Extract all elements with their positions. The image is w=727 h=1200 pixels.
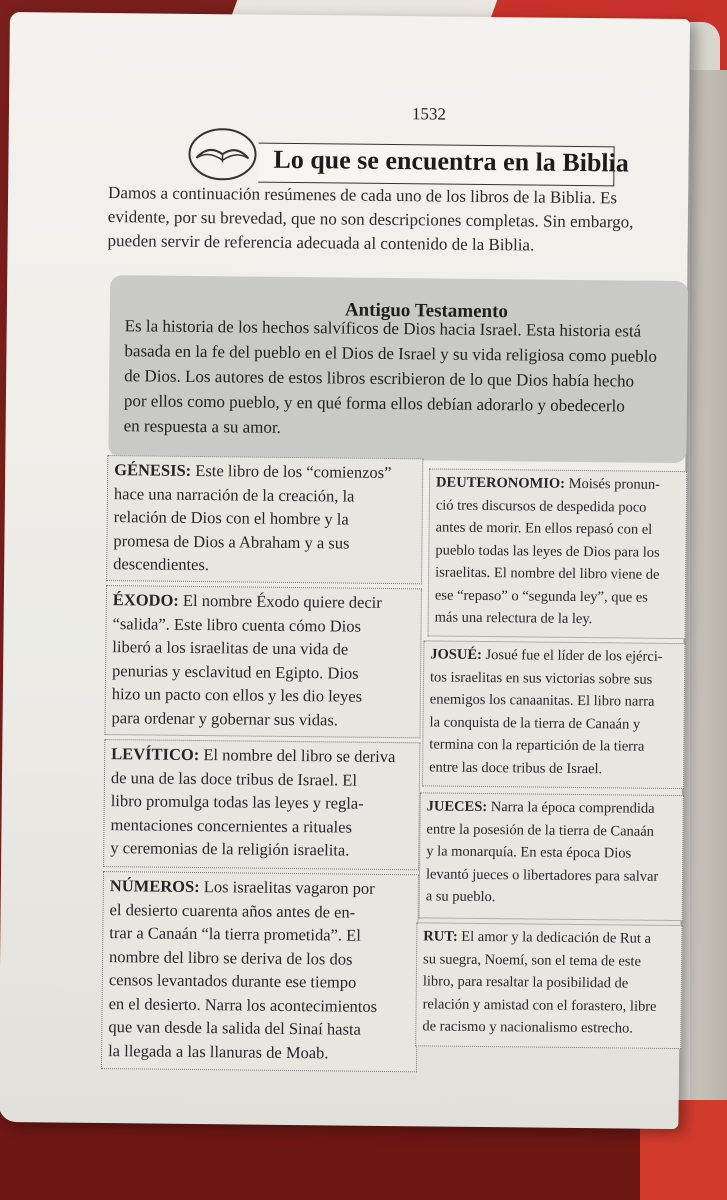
book-text: ese “repaso” o “segunda ley”, que es [434, 586, 648, 606]
book-text: que van desde la salida del Sinaí hasta [108, 1017, 361, 1039]
book-levitico [103, 739, 420, 870]
book-text: en el desierto. Narra los acontecimientos [108, 993, 378, 1016]
book-text: hace una narración de la creación, la [113, 483, 355, 506]
book-text: “salida”. Este libro cuenta cómo Dios [112, 613, 362, 636]
book-text: mentaciones concernientes a rituales [110, 814, 353, 837]
book-text: más una relectura de la ley. [434, 609, 593, 628]
intro-line: Damos a continuación resúmenes de cada uno de los libros de la Biblia. Es [108, 183, 618, 208]
book-text: El amor y la dedicación de Rut a [461, 928, 652, 947]
book-text: la conquista de la tierra de Canaán y [429, 713, 641, 733]
book-text: de una de las doce tribus de Israel. El [110, 767, 358, 790]
book-text: Josué fue el líder de los ejérci- [485, 647, 663, 665]
book-page [0, 12, 690, 1129]
book-name: LEVÍTICO: [111, 744, 200, 765]
book-text: enemigos los canaanitas. El libro narra [429, 691, 655, 710]
book-text: y ceremonias de la religión israelita. [110, 838, 350, 860]
book-text: relación y amistad con el forastero, libre [422, 995, 657, 1015]
book-rut [415, 922, 682, 1049]
book-text: pueblo todas las leyes de Dios para los [435, 541, 660, 561]
book-text: trar a Canaán “la tierra prometida”. El [109, 923, 361, 945]
book-name: GÉNESIS: [114, 460, 192, 480]
book-text: a su pueblo. [425, 888, 496, 906]
ot-line: basada en la fe del pueblo en el Dios de Israel y su vida religiosa como pueblo [124, 341, 658, 366]
book-text: su suegra, Noemí, son el tema de este [423, 950, 642, 970]
book-text: hizo un pacto con ellos y les dio leyes [111, 684, 363, 706]
page-title: Lo que se encuentra en la Biblia [273, 144, 629, 178]
book-text: nombre del libro se deriva de los dos [109, 946, 353, 969]
book-text: la llegada a las llanuras de Moab. [108, 1040, 329, 1062]
book-name: JUECES: [426, 798, 488, 816]
book-text: El nombre del libro se deriva [203, 745, 396, 767]
book-text: descendientes. [113, 554, 210, 575]
intro-paragraph [107, 181, 696, 259]
book-exodo [104, 585, 422, 738]
book-text: y la monarquía. En esta época Dios [426, 843, 632, 862]
book-text: promesa de Dios a Abraham y a sus [113, 530, 350, 553]
book-text: entre la posesión de la tierra de Canaán [426, 820, 655, 840]
book-name: ÉXODO: [112, 590, 179, 610]
book-name: DEUTERONOMIO: [436, 474, 566, 492]
page-number: 1532 [411, 104, 447, 124]
book-text: El nombre Éxodo quiere decir [182, 590, 382, 612]
book-text: liberó a los israelitas de una vida de [112, 637, 349, 659]
book-text: libro, para resaltar la posibilidad de [422, 973, 629, 992]
intro-line: pueden servir de referencia adecuada al contenido de la Biblia. [107, 231, 535, 255]
old-testament-description [124, 313, 685, 444]
book-text: el desierto cuarenta años antes de en- [109, 899, 356, 922]
book-name: NÚMEROS: [109, 876, 200, 897]
ot-line: en respuesta a su amor. [123, 416, 281, 437]
book-deuteronomio [427, 468, 687, 639]
book-genesis [106, 455, 423, 584]
book-text: levantó jueces o libertadores para salvar [425, 865, 659, 885]
open-bible-icon [186, 126, 259, 183]
book-text: Narra la época comprendida [490, 799, 655, 817]
book-numeros [101, 871, 419, 1072]
book-text: Este libro de los “comienzos” [195, 460, 392, 483]
book-name: RUT: [423, 928, 458, 945]
book-text: libro promulga todas las leyes y regla- [110, 791, 364, 813]
book-text: entre las doce tribus de Israel. [429, 758, 603, 777]
book-text: israelitas. El nombre del libro viene de [435, 564, 660, 583]
book-josue [422, 640, 686, 789]
ot-line: por ellos como pueblo, y en qué forma ellos debían adorarlo y obedecerlo [123, 391, 625, 416]
ot-line: de Dios. Los autores de estos libros escribieron de lo que Dios había hecho [124, 366, 635, 391]
intro-line: evidente, por su brevedad, que no son descripciones completas. Sin embargo, [107, 207, 634, 232]
book-text: termina con la repartición de la tierra [429, 736, 645, 755]
book-text: Los israelitas vagaron por [203, 877, 375, 898]
book-text: relación de Dios con el hombre y la [113, 507, 349, 529]
book-text: para ordenar y gobernar sus vidas. [111, 707, 339, 729]
book-text: ció tres discursos de despedida poco [435, 496, 647, 516]
book-name: JOSUÉ: [430, 646, 482, 663]
book-text: penurias y esclavitud en Egipto. Dios [112, 660, 359, 683]
book-text: tos israelitas en sus victorias sobre sus [429, 668, 653, 688]
book-text: censos levantados durante ese tiempo [108, 970, 357, 992]
ot-line: Es la historia de los hechos salvíficos de Dios hacia Israel. Esta historia está [124, 316, 642, 341]
book-text: Moisés pronun- [568, 475, 661, 493]
old-testament-heading: Antiguo Testamento [344, 299, 509, 323]
book-jueces [419, 792, 684, 921]
book-text: de racismo y nacionalismo estrecho. [422, 1018, 634, 1037]
book-text: antes de morir. En ellos repasó con el [435, 519, 653, 538]
